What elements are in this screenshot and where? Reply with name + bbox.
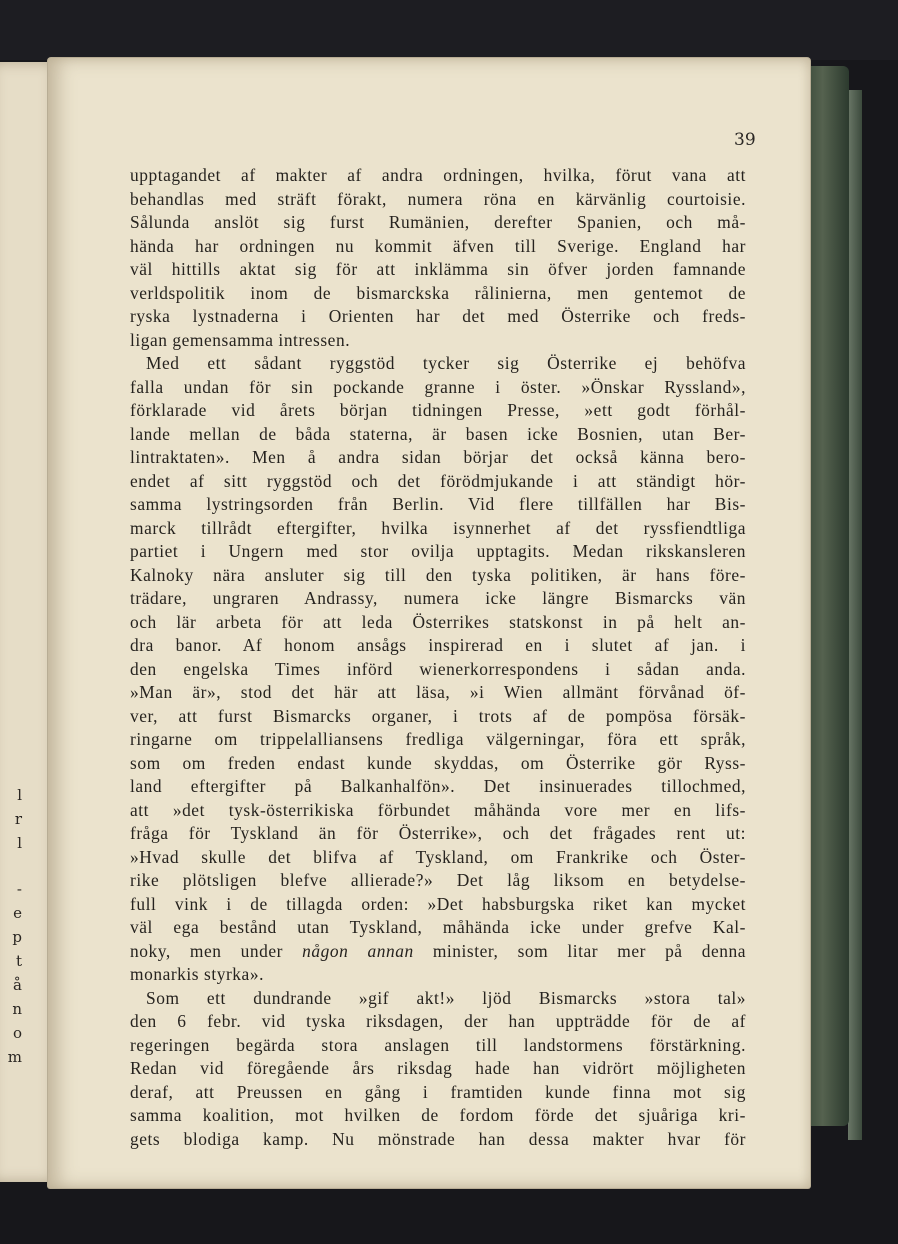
text-line: som om freden endast kunde skyddas, om Österrike gör Ryss- [130,752,746,773]
text-line: land eftergifter på Balkanhalfön». Det insinuerades tillochmed, [130,776,746,796]
text-line: verldspolitik inom de bismarckska rålinierna, men gentemot de [130,282,746,303]
left-page-letter: p [12,928,22,946]
text-line: behandlas med sträft förakt, numera röna en kärvänlig courtoisie. [130,188,746,209]
left-page-letter: n [12,1000,22,1018]
text-line: full vink i de tillagda orden: »Det habsburgska riket kan mycket [130,893,746,914]
text-line: »Man är», stod det här att läsa, »i Wien allmänt förvånad öf- [130,682,746,702]
text-line: ryska lystnaderna i Orienten har det med Österrike och freds- [130,306,746,326]
text-line: trädare, ungraren Andrassy, numera icke längre Bismarcks vän [130,588,746,608]
italic-phrase: någon annan [302,940,414,961]
left-page-letter: å [13,976,22,994]
text-line: endet af sitt ryggstöd och det förödmjukande i att ständigt hör- [130,470,746,491]
text-line: regeringen begärda stora anslagen till landstormens förstärkning. [130,1034,746,1055]
text-line: väl hittills aktat sig för att inklämma sin öfver jorden famnande [130,259,746,279]
text-line: och lär arbeta för att leda Österrikes statskonst in på helt an- [130,611,746,632]
left-page-letter: t [15,952,22,970]
left-page-letter: l [17,834,22,852]
text-line: fråga för Tyskland än för Österrike», och det frågades rent ut: [130,823,746,843]
text-line: ligan gemensamma intressen. [130,329,351,350]
text-line: upptagandet af makter af andra ordningen, hvilka, förut vana att [130,165,746,185]
text-line: samma lystringsorden från Berlin. Vid flere tillfällen har Bis- [130,494,746,514]
left-page-letter: l [17,786,22,804]
text-line: Kalnoky nära ansluter sig till den tyska politiken, är hans före- [130,564,746,585]
text-line: väl ega bestånd utan Tyskland, måhända icke under grefve Kal- [130,917,746,937]
text-line: »Hvad skulle det blifva af Tyskland, om Frankrike och Öster- [130,846,746,867]
left-page-letter: m [7,1048,22,1066]
text-line: ver, att furst Bismarcks organer, i trots af de pompösa försäk- [130,705,746,726]
left-page-letter: - [16,880,22,898]
book-page [48,58,810,1188]
text-line: gets blodiga kamp. Nu mönstrade han dessa makter hvar för [130,1128,746,1149]
text-line: marck tillrådt eftergifter, hvilka isynnerhet af det ryssfiendtliga [130,517,746,538]
text-line: falla undan för sin pockande granne i öster. »Önskar Ryssland», [130,376,746,397]
left-page-letter: o [12,1024,22,1042]
text-line [130,940,746,964]
text-line: den 6 febr. vid tyska riksdagen, der han uppträdde för de af [130,1011,746,1031]
scanner-background [0,0,898,60]
book-page-edges [805,66,849,1126]
text-line: ringarne om trippelalliansens fredliga välgerningar, föra ett språk, [130,729,746,749]
text-line: partiet i Ungern med stor ovilja upptagits. Medan rikskansleren [130,541,746,561]
text-line: den engelska Times införd wienerkorrespondens i sådan anda. [130,658,746,679]
text-line: Redan vid föregående års riksdag hade han vidrört möjligheten [130,1058,746,1078]
page-body-text [130,164,746,1151]
text-line: Som ett dundrande »gif akt!» ljöd Bismarcks »stora tal» [146,987,746,1008]
left-page-letter: r [14,810,22,828]
text-line: Med ett sådant ryggstöd tycker sig Österrike ej behöfva [146,353,746,373]
page-number: 39 [734,130,756,150]
text-line: Sålunda anslöt sig furst Rumänien, derefter Spanien, och må- [130,212,746,232]
text-segment: minister, som litar mer på denna [413,940,746,961]
text-line: rike plötsligen blefve allierade?» Det låg liksom en betydelse- [130,870,746,890]
book-cover-edge [848,90,862,1140]
text-line: monarkis styrka». [130,964,264,984]
text-line: hända har ordningen nu kommit äfven till Sverige. England har [130,235,746,256]
text-line: att »det tysk-österrikiska förbundet måhända vore mer en lifs- [130,799,746,820]
text-line: lintraktaten». Men å andra sidan börjar det också känna bero- [130,447,746,467]
text-line: förklarade vid årets början tidningen Presse, »ett godt förhål- [130,400,746,420]
left-page-letter: e [13,904,22,922]
text-line: lande mellan de båda staterna, är basen icke Bosnien, utan Ber- [130,423,746,444]
text-line: dra banor. Af honom ansågs inspirerad en i slutet af jan. i [130,635,746,655]
text-line: samma koalition, mot hvilken de fordom förde det sjuåriga kri- [130,1105,746,1125]
text-segment: noky, men under [130,940,303,961]
text-line: deraf, att Preussen en gång i framtiden kunde finna mot sig [130,1081,746,1102]
